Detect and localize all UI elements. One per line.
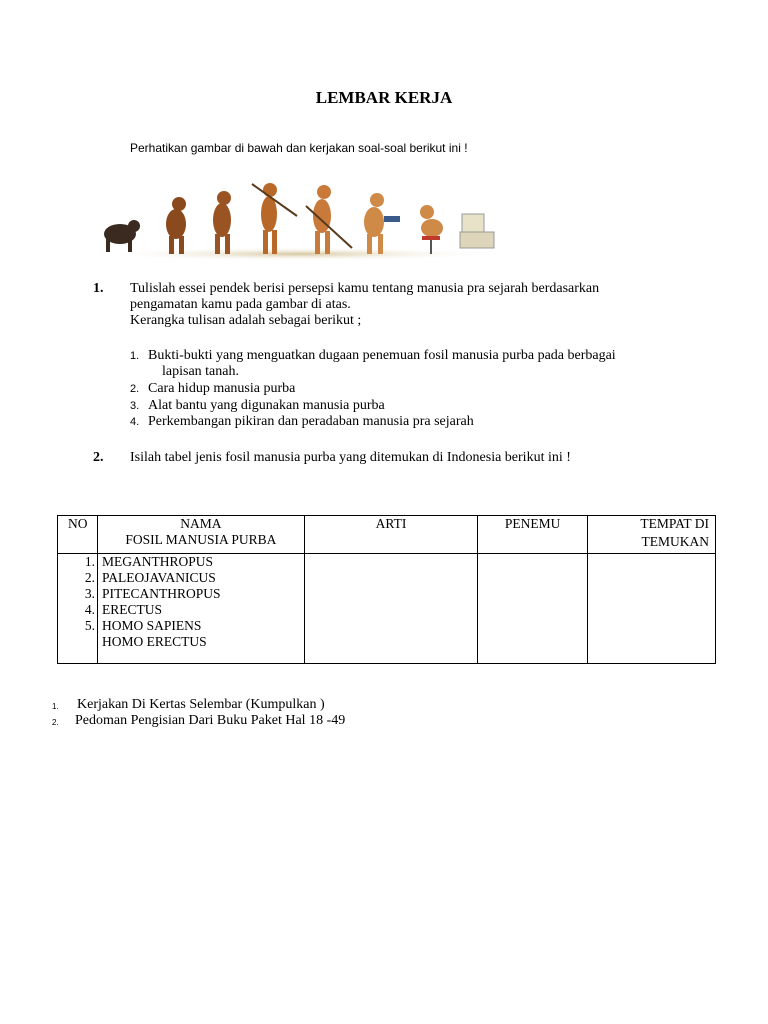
framework-item-2-number: 2. [130, 383, 140, 395]
fossil-name: HOMO SAPIENS [101, 618, 202, 633]
row-number: 3. [84, 586, 95, 601]
page-title: LEMBAR KERJA [315, 88, 453, 107]
row-number: 1. [84, 554, 95, 569]
header-arti: ARTI [304, 516, 478, 554]
header-tempat: TEMPAT DI TEMUKAN [588, 516, 716, 554]
fossil-name: PALEOJAVANICUS [101, 570, 216, 585]
row-number: 2. [84, 570, 95, 585]
fossil-name: HOMO ERECTUS [101, 634, 207, 649]
framework-item-1-number: 1. [130, 350, 140, 362]
header-no: NO [58, 516, 98, 554]
arti-cell[interactable] [304, 554, 478, 664]
row-number: 4. [84, 602, 95, 617]
evolution-illustration [92, 176, 504, 260]
penemu-cell[interactable] [478, 554, 588, 664]
homo-habilis-figure [213, 191, 231, 254]
modern-human-figure [364, 193, 400, 254]
header-penemu: PENEMU [478, 516, 588, 554]
question-2-text: Isilah tabel jenis fosil manusia purba yang ditemukan di Indonesia berikut ini ! [130, 450, 571, 465]
header-nama: NAMA FOSIL MANUSIA PURBA [97, 516, 304, 554]
note-1-number: 1. [52, 702, 59, 711]
name-cell [97, 554, 304, 664]
table-row [58, 554, 716, 664]
number-cell [58, 554, 98, 664]
fossil-name: PITECANTHROPUS [101, 586, 221, 601]
tempat-cell[interactable] [588, 554, 716, 664]
homo-erectus-figure [252, 183, 297, 254]
framework-item-1-line-2: lapisan tanah. [162, 364, 239, 379]
ape-figure [104, 220, 140, 252]
note-1-text: Kerjakan Di Kertas Selembar (Kumpulkan ) [77, 697, 325, 712]
question-2-number: 2. [93, 450, 104, 465]
homo-sapiens-figure [306, 185, 352, 254]
note-2-text: Pedoman Pengisian Dari Buku Paket Hal 18 -49 [75, 713, 346, 728]
framework-item-1-line-1: Bukti-bukti yang menguatkan dugaan penemuan fosil manusia purba pada berbagai [148, 348, 616, 363]
question-1-line-1: Tulislah essei pendek berisi persepsi kamu tentang manusia pra sejarah berdasarkan [130, 281, 600, 296]
fossil-name: MEGANTHROPUS [101, 554, 213, 569]
row-number: 5. [84, 618, 95, 633]
fossil-name: ERECTUS [101, 602, 162, 617]
fossil-table [57, 515, 716, 664]
table-header-row [58, 516, 716, 554]
note-2-number: 2. [52, 718, 59, 727]
question-1-line-3: Kerangka tulisan adalah sebagai berikut ; [130, 313, 362, 328]
framework-item-3-number: 3. [130, 400, 140, 412]
framework-item-4-text: Perkembangan pikiran dan peradaban manusia pra sejarah [148, 414, 474, 429]
australopithecus-figure [166, 197, 186, 254]
computer-user-figure [420, 205, 494, 254]
framework-item-2-text: Cara hidup manusia purba [148, 381, 296, 396]
instruction-text: Perhatikan gambar di bawah dan kerjakan soal-soal berikut ini ! [130, 141, 468, 155]
question-1-number: 1. [93, 281, 104, 296]
question-1-line-2: pengamatan kamu pada gambar di atas. [130, 297, 351, 312]
framework-item-4-number: 4. [130, 416, 140, 428]
framework-item-3-text: Alat bantu yang digunakan manusia purba [148, 398, 385, 413]
